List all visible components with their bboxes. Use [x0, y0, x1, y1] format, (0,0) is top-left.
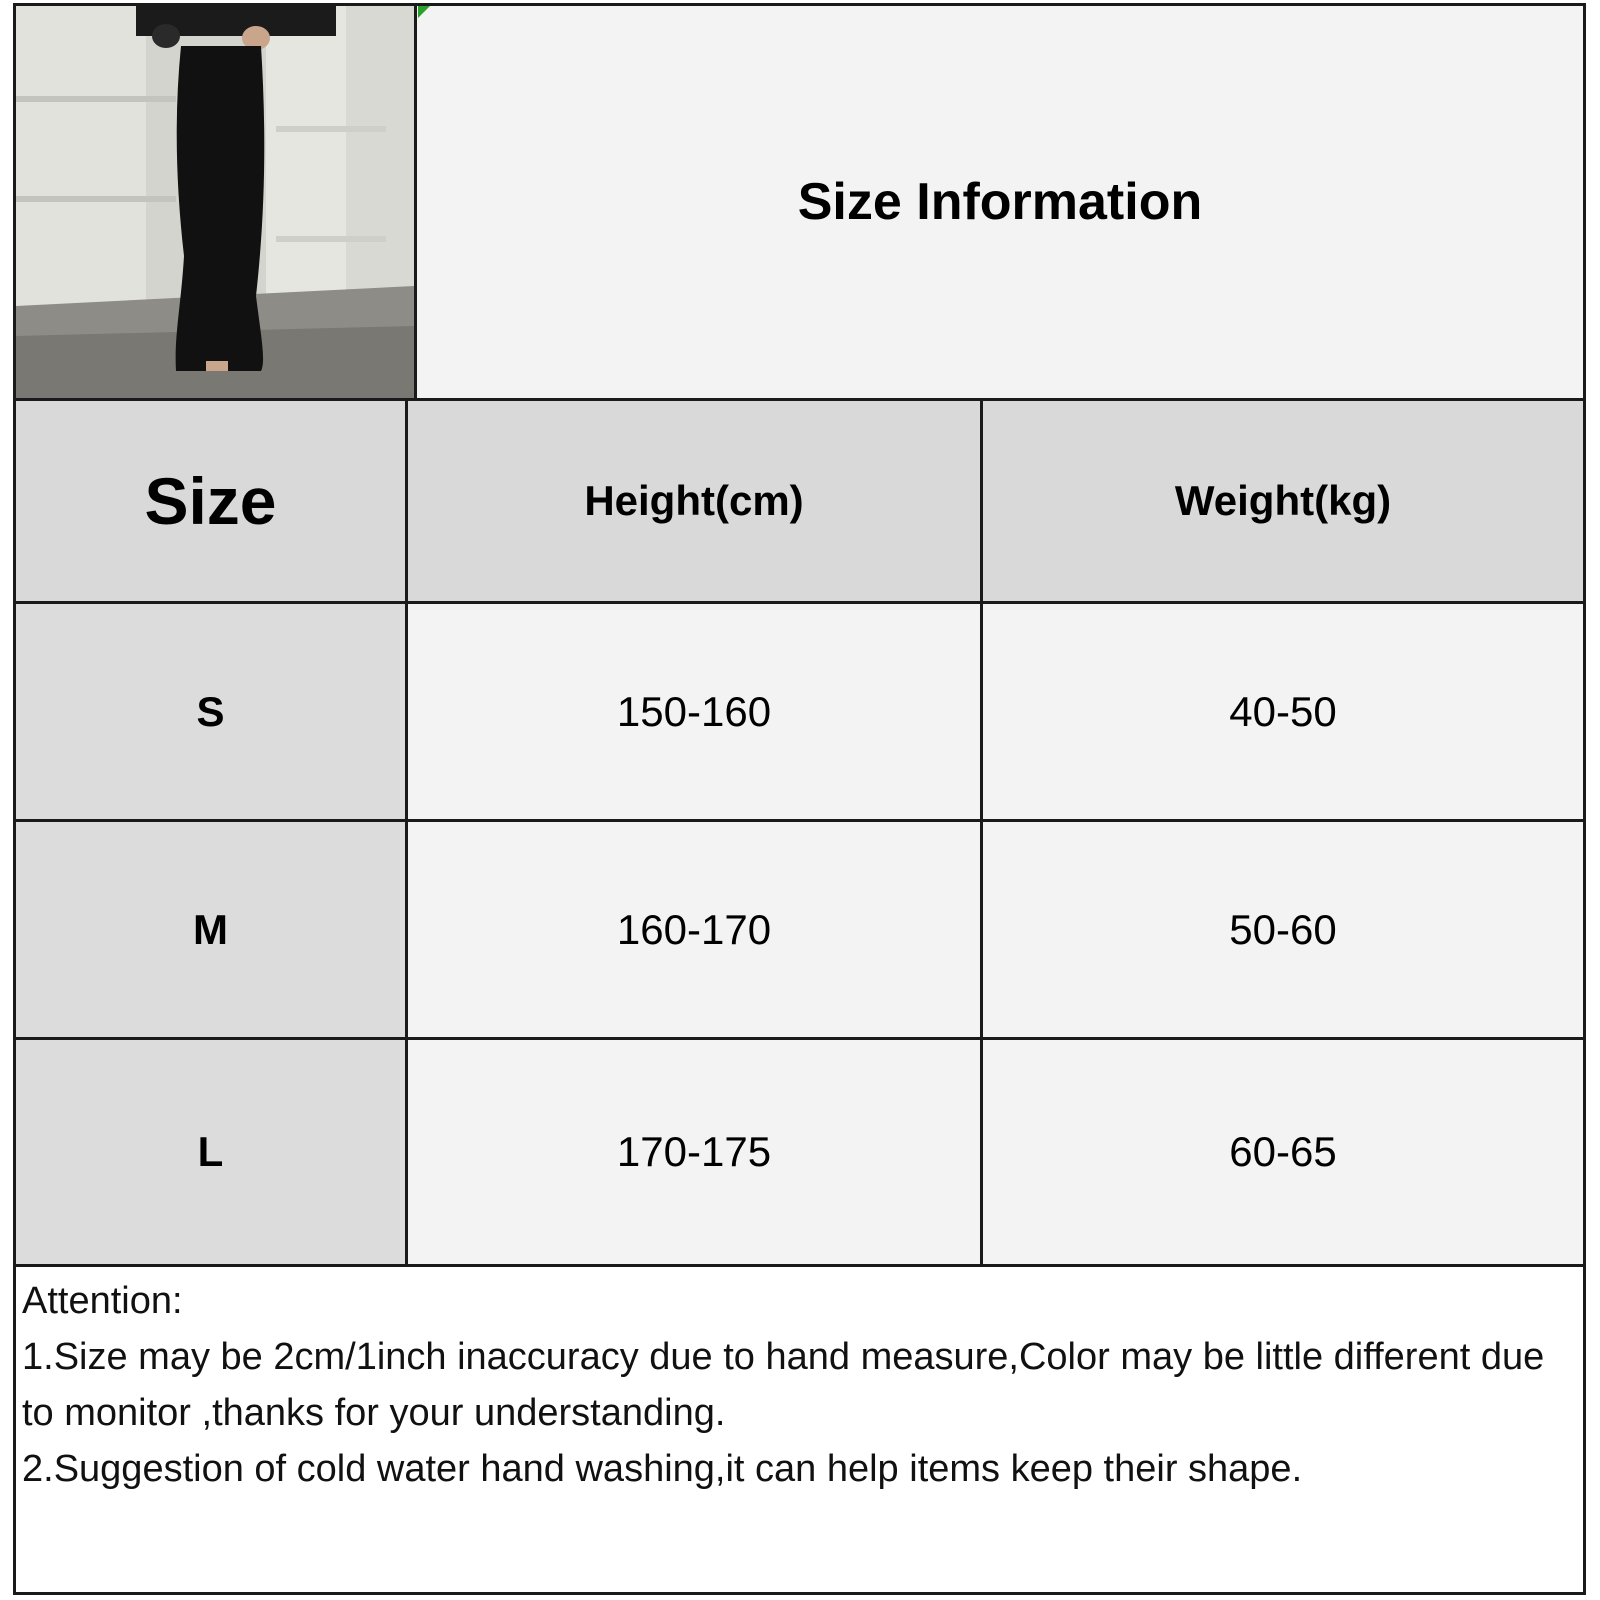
attention-notes [16, 1267, 1583, 1592]
weight-header-label: Weight(kg) [1174, 477, 1392, 524]
skirt-model-image [16, 6, 414, 398]
table-row-weight [983, 1040, 1583, 1264]
table-row-weight [983, 604, 1583, 819]
weight-header-cell [983, 401, 1583, 601]
divider [405, 398, 408, 1264]
weight-value: 50-60 [1229, 905, 1337, 953]
divider [16, 398, 1583, 401]
size-header-cell [16, 401, 405, 601]
size-value: L [197, 1128, 224, 1175]
table-row-height [408, 1040, 980, 1264]
height-value: 150-160 [616, 687, 772, 735]
divider [414, 6, 417, 398]
table-row-size [16, 822, 405, 1037]
table-row-size [16, 604, 405, 819]
divider [980, 398, 983, 1264]
page-title: Size Information [797, 173, 1203, 231]
notes-line-2: 2.Suggestion of cold water hand washing,it can help items keep their shape. [22, 1448, 1303, 1490]
divider [16, 601, 1583, 604]
table-row-height [408, 822, 980, 1037]
height-value: 170-175 [616, 1128, 772, 1175]
divider [16, 819, 1583, 822]
size-header-label: Size [144, 464, 277, 538]
table-row-weight [983, 822, 1583, 1037]
weight-value: 40-50 [1229, 687, 1337, 735]
notes-heading: Attention: [22, 1280, 183, 1322]
table-row-size [16, 1040, 405, 1264]
corner-marker [418, 6, 430, 18]
title-cell [417, 6, 1583, 398]
height-header-cell [408, 401, 980, 601]
notes-line-1: 1.Size may be 2cm/1inch inaccuracy due to hand measure,Color may be little different due to monitor ,thanks for your understanding. [22, 1336, 1545, 1434]
size-chart [13, 3, 1586, 1595]
height-value: 160-170 [616, 905, 772, 953]
weight-value: 60-65 [1229, 1128, 1337, 1175]
product-photo [16, 6, 414, 398]
size-value: S [196, 687, 225, 735]
table-row-height [408, 604, 980, 819]
height-header-label: Height(cm) [584, 477, 804, 524]
size-value: M [193, 905, 228, 953]
divider [16, 1037, 1583, 1040]
